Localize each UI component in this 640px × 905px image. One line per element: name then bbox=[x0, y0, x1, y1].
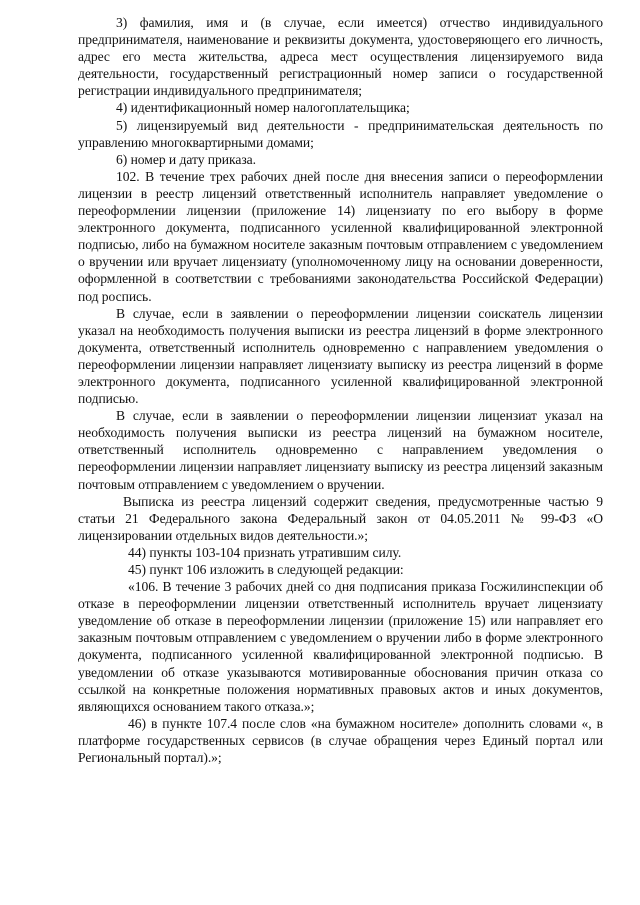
paragraph-item-4: 4) идентификационный номер налогоплательщика; bbox=[116, 100, 410, 116]
paragraph-clause-102: 102. В течение трех рабочих дней после дня внесения записи о переоформлении лицензии в реестр лицензий ответственный исполнитель направляет уведомление о переоформлении лицензии (приложение 14) лицензиату по его выбору в форме электронного документа, подписанного усиленной квалифицированной электронной подписью, либо на бумажном носителе заказным почтовым отправлением с уведомлением о вручении или вручает лицензиату (уполномоченному лицу на основании доверенности, оформленной в соответствии с требованиями законодательства Российской Федерации) под роспись. bbox=[78, 168, 603, 304]
paragraph-amendment-46: 46) в пункте 107.4 после слов «на бумажном носителе» дополнить словами «, в платформе государственных сервисов (в случае обращения через Единый портал или Региональный портал).»; bbox=[78, 715, 603, 766]
paragraph-extract-contents: Выписка из реестра лицензий содержит сведения, предусмотренные частью 9 статьи 21 Федерального закона Федеральный закон от 04.05.2011 № 99-ФЗ «О лицензировании отдельных видов деятельности.»; bbox=[78, 493, 603, 543]
paragraph-clause-106: «106. В течение 3 рабочих дней со дня подписания приказа Госжилинспекции об отказе в переоформлении лицензии ответственный исполнитель вручает лицензиату уведомление об отказе в переоформлении лицензии (приложение 15) или направляет его заказным почтовым отправлением с уведомлением о вручении либо в форме электронного документа, подписанного усиленной квалифицированной электронной подписью. В уведомлении об отказе указываются мотивированные обоснования причин отказа со ссылкой на конкретные положения нормативных правовых актов и иных документов, являющихся основанием такого отказа.»; bbox=[78, 579, 603, 714]
paragraph-electronic-extract: В случае, если в заявлении о переоформлении лицензии соискатель лицензии указал на необходимость получения выписки из реестра лицензий в форме электронного документа, ответственный исполнитель одновременно с направлением уведомления о переоформлении лицензии направляет лицензиату выписку из реестра лицензий в форме электронного документа, подписанного усиленной квалифицированной электронной подписью. bbox=[78, 305, 603, 407]
paragraph-item-6: 6) номер и дату приказа. bbox=[116, 151, 256, 167]
paragraph-amendment-44: 44) пункты 103-104 признать утратившим силу. bbox=[128, 544, 402, 560]
paragraph-paper-extract: В случае, если в заявлении о переоформлении лицензии лицензиат указал на необходимость получения выписки из реестра лицензий на бумажном носителе, ответственный исполнитель одновременно с направлением уведомления о переоформлении лицензии направляет лицензиату выписку из реестра лицензий заказным почтовым отправлением с уведомлением о вручении. bbox=[78, 408, 603, 492]
paragraph-amendment-45: 45) пункт 106 изложить в следующей редакции: bbox=[128, 562, 404, 577]
paragraph-item-5: 5) лицензируемый вид деятельности - предпринимательская деятельность по управлению многоквартирными домами; bbox=[78, 117, 603, 150]
paragraph-item-3: 3) фамилия, имя и (в случае, если имеется) отчество индивидуального предпринимателя, наименование и реквизиты документа, удостоверяющего его личность, адрес его места жительства, адреса мест осуществления лицензируемого вида деятельности, государственный регистрационный номер записи о государственной регистрации индивидуального предпринимателя; bbox=[78, 15, 603, 99]
